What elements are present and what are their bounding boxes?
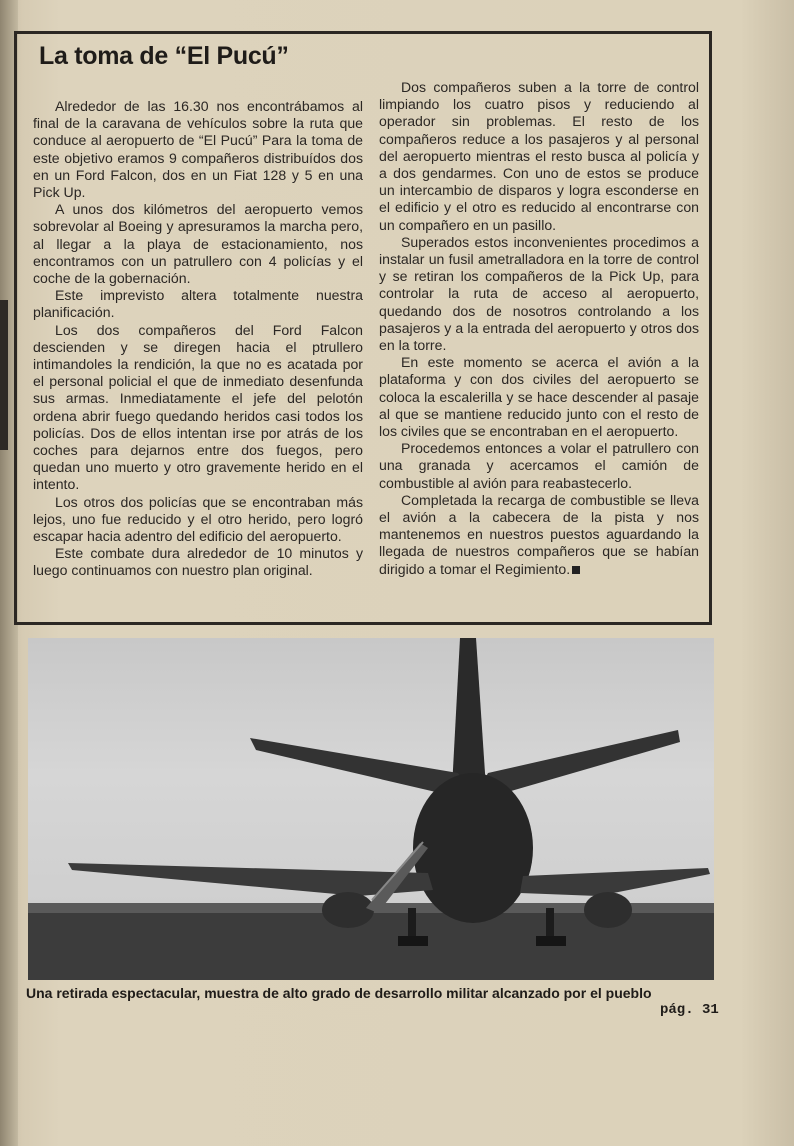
- paragraph: A unos dos kilómetros del aeropuerto vemos sobrevolar al Boeing y apresuramos la marcha pero, al llegar a la playa de estacionamiento, nos encontramos con un patrullero con 4 policías y el coche de la gobernación.: [33, 201, 363, 287]
- article-box: [14, 31, 712, 625]
- page-edge-mark: [0, 300, 8, 450]
- right-stabilizer: [480, 730, 680, 796]
- airplane-photo: [28, 638, 714, 980]
- left-stabilizer: [250, 738, 468, 796]
- page-number: pág. 31: [660, 1002, 719, 1018]
- article-right-column: [379, 79, 699, 578]
- paragraph: [379, 492, 699, 578]
- end-of-article-mark: [572, 566, 580, 574]
- airplane-illustration: [28, 638, 714, 980]
- paragraph: Procedemos entonces a volar el patrullero con una granada y acercamos el camión de combustible al avión para reabastecerlo.: [379, 440, 699, 491]
- right-wheels: [536, 936, 566, 946]
- right-landing-gear: [546, 908, 554, 940]
- paragraph: Superados estos inconvenientes procedimos a instalar un fusil ametralladora en la torre de control y se retiran los compañeros de la Pick Up, para controlar la ruta de acceso al aeropuerto, quedando dos de nosotros controlando a los pasajeros y a la entrada del aeropuerto y otros dos en la torre.: [379, 233, 699, 354]
- article-title: La toma de “El Pucú”: [39, 42, 289, 70]
- right-engine: [584, 892, 632, 928]
- fuselage: [413, 773, 533, 923]
- paragraph: Dos compañeros suben a la torre de control limpiando los cuatro pisos y reduciendo al operador sin problemas. El resto de los compañeros reduce a los pasajeros y al personal del aeropuerto mientras el resto busca al policía y a dos gendarmes. Con uno de estos se produce un intercambio de disparos y logra esconderse en el edificio y el otro es reducido al encontrarse con un compañero en un pasillo.: [379, 79, 699, 233]
- last-paragraph-text: Completada la recarga de combustible se lleva el avión a la cabecera de la pista y nos mantenemos en nuestros puestos aguardando la llegada de nuestros compañeros que se habían dirigido a tomar el Regimiento.: [379, 491, 699, 577]
- paragraph: Alrededor de las 16.30 nos encontrábamos al final de la caravana de vehículos sobre la ruta que conduce al aeropuerto de “El Pucú” Para la toma de este objetivo eramos 9 compañeros distribuídos dos en un Ford Falcon, dos en un Fiat 128 y 5 en una Pick Up.: [33, 98, 363, 201]
- left-landing-gear: [408, 908, 416, 940]
- left-engine: [322, 892, 374, 928]
- paragraph: En este momento se acerca el avión a la plataforma y con dos civiles del aeropuerto se coloca la escalerilla y se hace descender al pasaje al que se mantiene reducido junto con el resto de los civiles que se encontraban en el aeropuerto.: [379, 354, 699, 440]
- left-wheels: [398, 936, 428, 946]
- article-left-column: [33, 98, 363, 580]
- paragraph: Este imprevisto altera totalmente nuestra planificación.: [33, 287, 363, 321]
- right-wing: [520, 868, 710, 896]
- paragraph: Este combate dura alrededor de 10 minutos y luego continuamos con nuestro plan original.: [33, 545, 363, 579]
- photo-caption: Una retirada espectacular, muestra de alto grado de desarrollo militar alcanzado por el pueblo: [26, 985, 652, 1001]
- paragraph: Los otros dos policías que se encontraban más lejos, uno fue reducido y el otro herido, pero logró escapar hacia adentro del edificio del aeropuerto.: [33, 493, 363, 545]
- left-wing: [68, 863, 433, 896]
- tail-fin: [452, 638, 486, 788]
- paragraph: Los dos compañeros del Ford Falcon descienden y se diregen hacia el ptrullero intimandoles la rendición, la que no es acatada por el personal policial el que de inmediato desenfunda sus armas. Inmediatamente el jefe del pelotón ordena abrir fuego quedando heridos casi todos los policías. Dos de ellos intentan irse por atrás de los coches para dejarnos entre dos fuegos, pero quedan uno muerto y otro gravemente herido en el intento.: [33, 321, 363, 493]
